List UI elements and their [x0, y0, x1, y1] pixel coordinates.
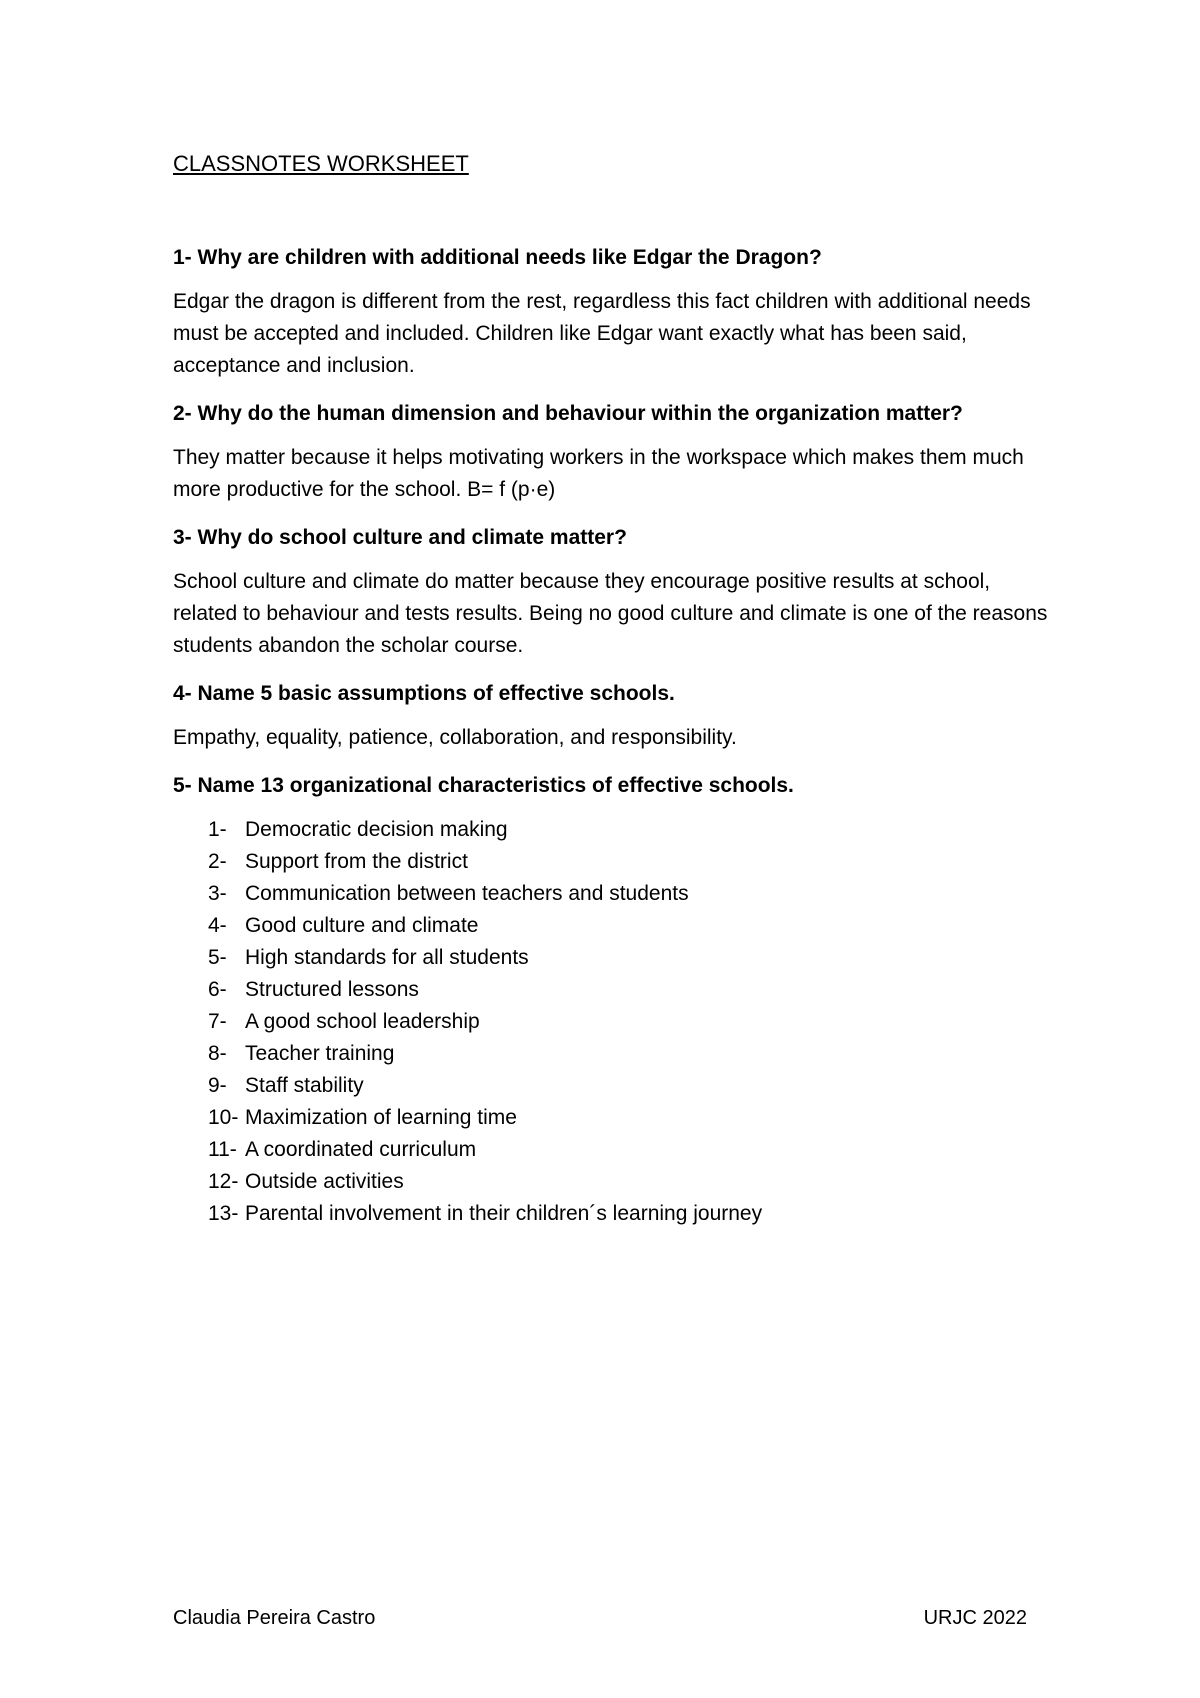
- list-item-number: 10-: [208, 1106, 239, 1129]
- list-item-number: 5-: [208, 946, 227, 969]
- list-item-number: 6-: [208, 978, 227, 1001]
- question-4: 4- Name 5 basic assumptions of effective schools.: [173, 682, 675, 705]
- footer-author: Claudia Pereira Castro: [173, 1607, 376, 1629]
- list-item-number: 7-: [208, 1010, 227, 1033]
- list-item: [208, 942, 1053, 974]
- list-item: [208, 1198, 1053, 1230]
- answer-3: School culture and climate do matter because they encourage positive results at school, related to behaviour and tests results. Being no good culture and climate is one of the reasons students abandon the scholar course.: [173, 570, 1048, 657]
- list-item: [208, 974, 1053, 1006]
- list-item-text: Support from the district: [245, 850, 468, 873]
- document-content: [173, 148, 1053, 1230]
- list-item-text: Outside activities: [245, 1170, 404, 1193]
- question-2: 2- Why do the human dimension and behaviour within the organization matter?: [173, 402, 963, 425]
- list-item: [208, 1038, 1053, 1070]
- list-item-number: 1-: [208, 818, 227, 841]
- list-item-text: Teacher training: [245, 1042, 395, 1065]
- list-item-number: 4-: [208, 914, 227, 937]
- list-item: [208, 910, 1053, 942]
- answer-1: Edgar the dragon is different from the rest, regardless this fact children with additional needs must be accepted and included. Children like Edgar want exactly what has been said, acceptance and inclusion.: [173, 290, 1031, 377]
- list-item-text: High standards for all students: [245, 946, 529, 969]
- answer-4: Empathy, equality, patience, collaboration, and responsibility.: [173, 726, 737, 749]
- list-item: [208, 878, 1053, 910]
- list-item-text: A coordinated curriculum: [245, 1138, 477, 1161]
- list-item-number: 3-: [208, 882, 227, 905]
- list-item-number: 11-: [208, 1138, 237, 1161]
- qa-block-2: [173, 398, 1053, 506]
- list-item-number: 9-: [208, 1074, 227, 1097]
- list-item-text: Staff stability: [245, 1074, 364, 1097]
- document-title: CLASSNOTES WORKSHEET: [173, 151, 469, 176]
- list-item-number: 12-: [208, 1170, 239, 1193]
- list-item-number: 13-: [208, 1202, 239, 1225]
- list-item: [208, 1102, 1053, 1134]
- answer-2: They matter because it helps motivating workers in the workspace which makes them much more productive for the school. B= f (p·e): [173, 446, 1024, 501]
- list-item-number: 8-: [208, 1042, 227, 1065]
- list-item-text: Good culture and climate: [245, 914, 479, 937]
- characteristics-list: [173, 814, 1053, 1230]
- question-3: 3- Why do school culture and climate matter?: [173, 526, 627, 549]
- question-1: 1- Why are children with additional needs like Edgar the Dragon?: [173, 246, 822, 269]
- list-item: [208, 1070, 1053, 1102]
- list-item-text: Structured lessons: [245, 978, 419, 1001]
- footer-institution: URJC 2022: [923, 1607, 1027, 1629]
- qa-block-1: [173, 242, 1053, 382]
- qa-block-4: [173, 678, 1053, 754]
- list-item: [208, 1134, 1053, 1166]
- question-5: 5- Name 13 organizational characteristics of effective schools.: [173, 774, 794, 797]
- qa-block-3: [173, 522, 1053, 662]
- list-item-text: Parental involvement in their children´s learning journey: [245, 1202, 763, 1225]
- list-item: [208, 1006, 1053, 1038]
- list-item-text: Democratic decision making: [245, 818, 508, 841]
- list-item-text: A good school leadership: [245, 1010, 480, 1033]
- list-item: [208, 814, 1053, 846]
- list-item: [208, 1166, 1053, 1198]
- list-item-text: Communication between teachers and students: [245, 882, 689, 905]
- list-item-text: Maximization of learning time: [245, 1106, 517, 1129]
- qa-block-5: [173, 770, 1053, 1230]
- list-item: [208, 846, 1053, 878]
- list-item-number: 2-: [208, 850, 227, 873]
